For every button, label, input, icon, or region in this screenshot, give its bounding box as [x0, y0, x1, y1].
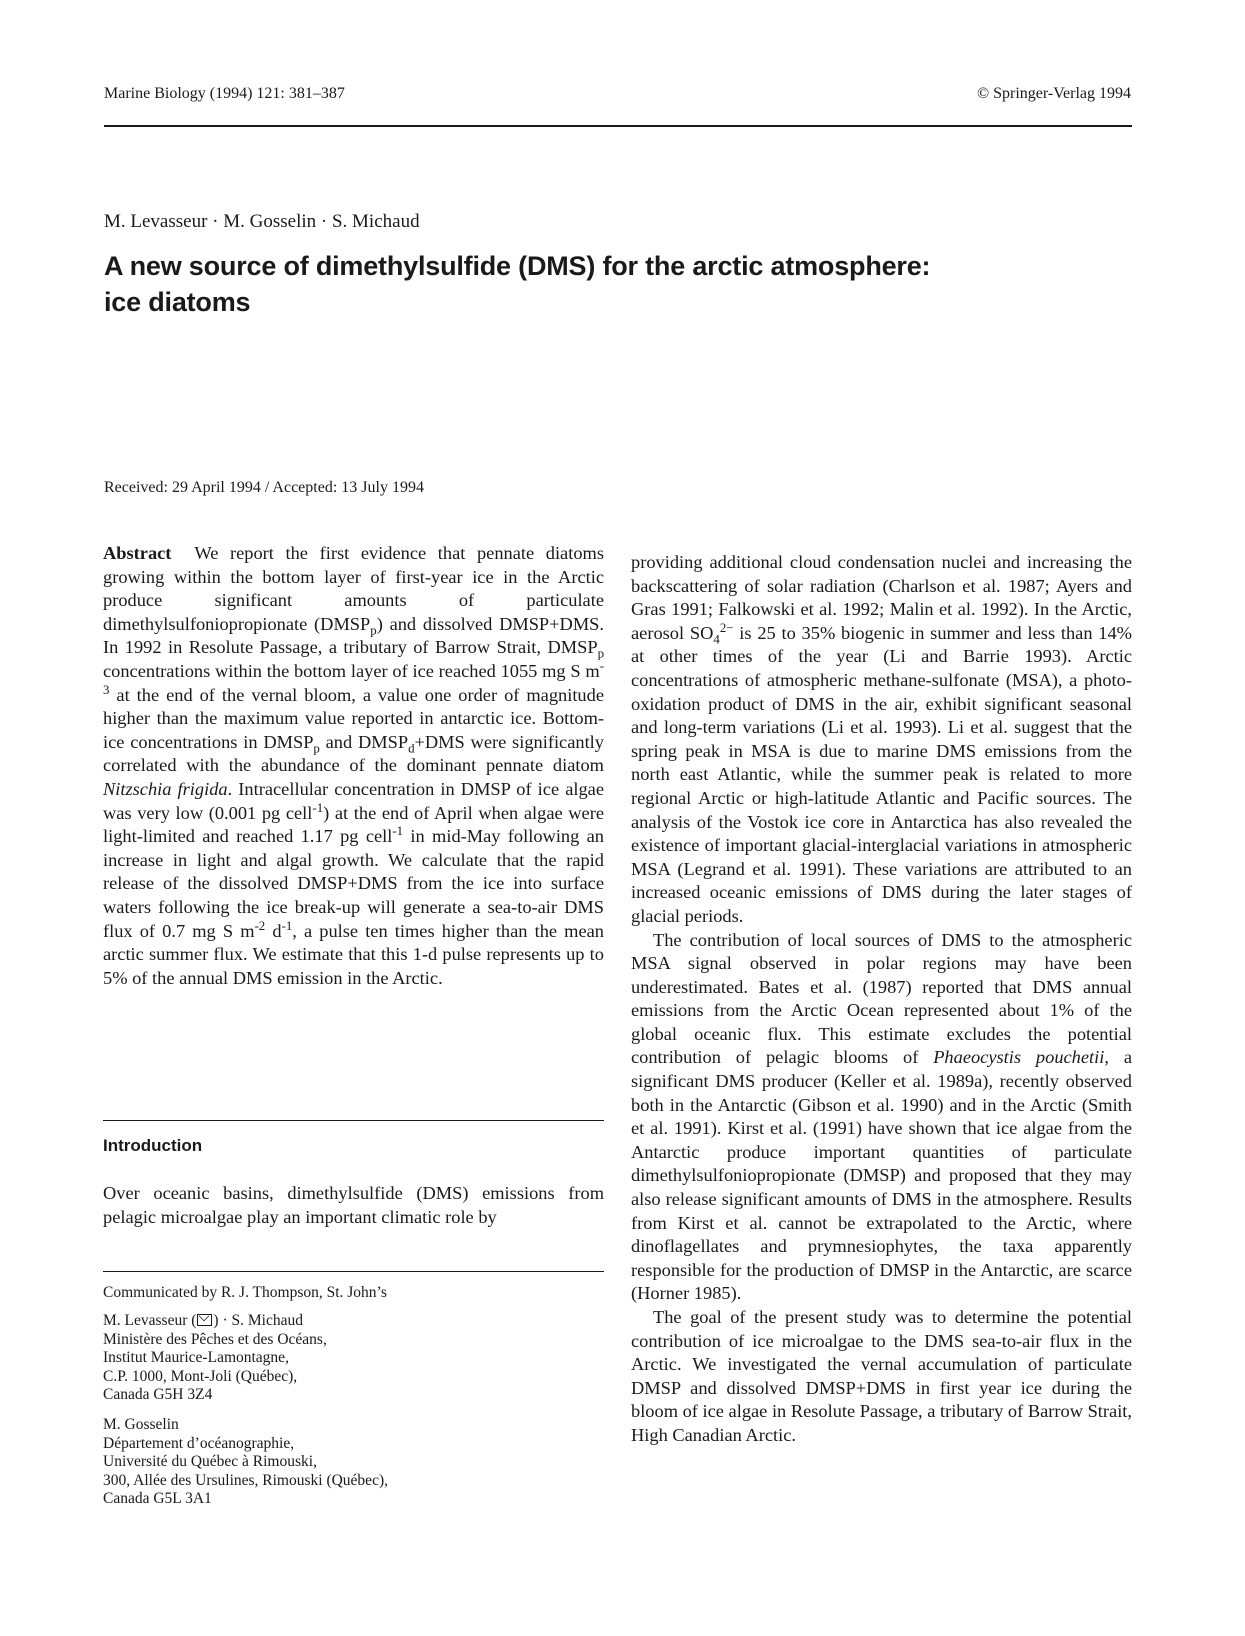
received-accepted-dates: Received: 29 April 1994 / Accepted: 13 July 1994 — [104, 479, 424, 496]
communicated-by: Communicated by R. J. Thompson, St. John’s — [103, 1284, 387, 1301]
abstract — [103, 542, 604, 990]
title-line-1: A new source of dimethylsulfide (DMS) for the arctic atmosphere: — [104, 251, 931, 281]
abstract-text: We report the first evidence that pennate diatoms growing within the bottom layer of first-year ice in the Arctic produce significant amounts of particulate dimethylsulfoniopropionate $(DMSP_p)$ and dissolved DMSP+DMS. In 1992 in Resolute Passage, a tributary of Barrow Strait, $DMSP_p$ concentrations within the bottom layer of ice reached 1055 mg S $m^{-3}$ at the end of the vernal bloom, a value one order of magnitude higher than the maximum value reported in antarctic ice. Bottom-ice concentrations in $DMSP_p$ and $DMSP_d+DMS$ were significantly correlated with the abundance of the dominant pennate diatom Nitzschia frigida. Intracellular concentration in DMSP of ice algae was very low (0.001 pg cell$^{-1}$) at the end of April when algae were light-limited and reached 1.17 pg cell$^{-1}$ in mid-May following an increase in light and algal growth. We calculate that the rapid release of the dissolved DMSP+DMS from the ice into surface waters following the ice break-up will generate a sea-to-air DMS flux of 0.7 mg S $m^{-2}$ $d^{-1}$, a pulse ten times higher than the mean arctic summer flux. We estimate that this 1-d pulse represents up to 5% of the annual DMS emission in the Arctic. — [103, 543, 604, 988]
introduction-text: Over oceanic basins, dimethylsulfide (DMS) emissions from pelagic microalgae play an important climatic role by — [103, 1183, 604, 1227]
introduction-rule — [103, 1120, 604, 1121]
title-line-2: ice diatoms — [104, 287, 251, 317]
species-phaeocystis: Phaeocystis pouchetii — [933, 1047, 1105, 1068]
article-title — [104, 248, 1104, 320]
publisher-copyright: © Springer-Verlag 1994 — [976, 85, 1131, 102]
species-nitzschia: Nitzschia frigida — [103, 778, 228, 799]
header-rule — [104, 125, 1132, 127]
right-column — [631, 551, 1132, 1448]
footnote-rule — [103, 1271, 604, 1272]
paragraph-3: The goal of the present study was to determine the potential contribution of ice microalgae to the DMS sea-to-air flux in the Arctic. We investigated the vernal accumulation of particulate DMSP and dissolved DMSP+DMS in first year ice during the bloom of ice algae in Resolute Passage, a tributary of Barrow Strait, High Canadian Arctic. — [631, 1307, 1133, 1445]
paragraph-2: The contribution of local sources of DMS to the atmospheric MSA signal observed in polar regions may have been underestimated. Bates et al. (1987) reported that DMS annual emissions from the Arctic Ocean represented about 1% of the global oceanic flux. This estimate excludes the potential contribution of pelagic blooms of Phaeocystis pouchetii, a significant DMS producer (Keller et al. 1989a), recently observed both in the Antarctic (Gibson et al. 1990) and in the Arctic (Smith et al. 1991). Kirst et al. (1991) have shown that ice algae from the Antarctic produce important quantities of particulate dimethylsulfoniopropionate (DMSP) and proposed that they may also release significant amounts of DMS in the atmosphere. Results from Kirst et al. cannot be extrapolated to the Arctic, where dinoflagellates and prymnesiophytes, the taxa apparently responsible for the production of DMSP in the Antarctic, are scarce (Horner 1985). — [631, 929, 1133, 1304]
affiliation-levasseur-michaud: M. Levasseur ( ) · S. Michaud Ministère des Pêches et des Océans, Institut Maurice-Lamontagne, C.P. 1000, Mont-Joli (Québec), Canada G5H 3Z4 — [103, 1312, 327, 1404]
abstract-heading: Abstract — [103, 543, 172, 563]
affiliation-gosselin: M. Gosselin Département d’océanographie, Université du Québec à Rimouski, 300, Allée des Ursulines, Rimouski (Québec), Canada G5L 3A1 — [103, 1416, 388, 1508]
introduction-heading: Introduction — [103, 1136, 203, 1155]
authors: M. Levasseur · M. Gosselin · S. Michaud — [104, 211, 420, 232]
envelope-icon — [197, 1314, 212, 1326]
paragraph-1: providing additional cloud condensation nuclei and increasing the backscattering of solar radiation (Charlson et al. 1987; Ayers and Gras 1991; Falkowski et al. 1992; Malin et al. 1992). In the Arctic, aerosol $SO_4^{2-}$ is 25 to 35% biogenic in summer and less than 14% at other times of the year (Li and Barrie 1993). Arctic concentrations of atmospheric methane-sulfonate (MSA), a photo-oxidation product of DMS in the air, exhibit significant seasonal and long-term variations (Li et al. 1993). Li et al. suggest that the spring peak in MSA is due to marine DMS emissions from the north east Atlantic, while the summer peak is related to more regional Arctic or high-latitude Atlantic and Pacific sources. The analysis of the Vostok ice core in Antarctica has also revealed the existence of important glacial-interglacial variations in atmospheric MSA (Legrand et al. 1991). These variations are attributed to an increased oceanic emissions of DMS during the later stages of glacial periods. — [631, 552, 1133, 926]
journal-citation: Marine Biology (1994) 121: 381–387 — [104, 85, 345, 102]
